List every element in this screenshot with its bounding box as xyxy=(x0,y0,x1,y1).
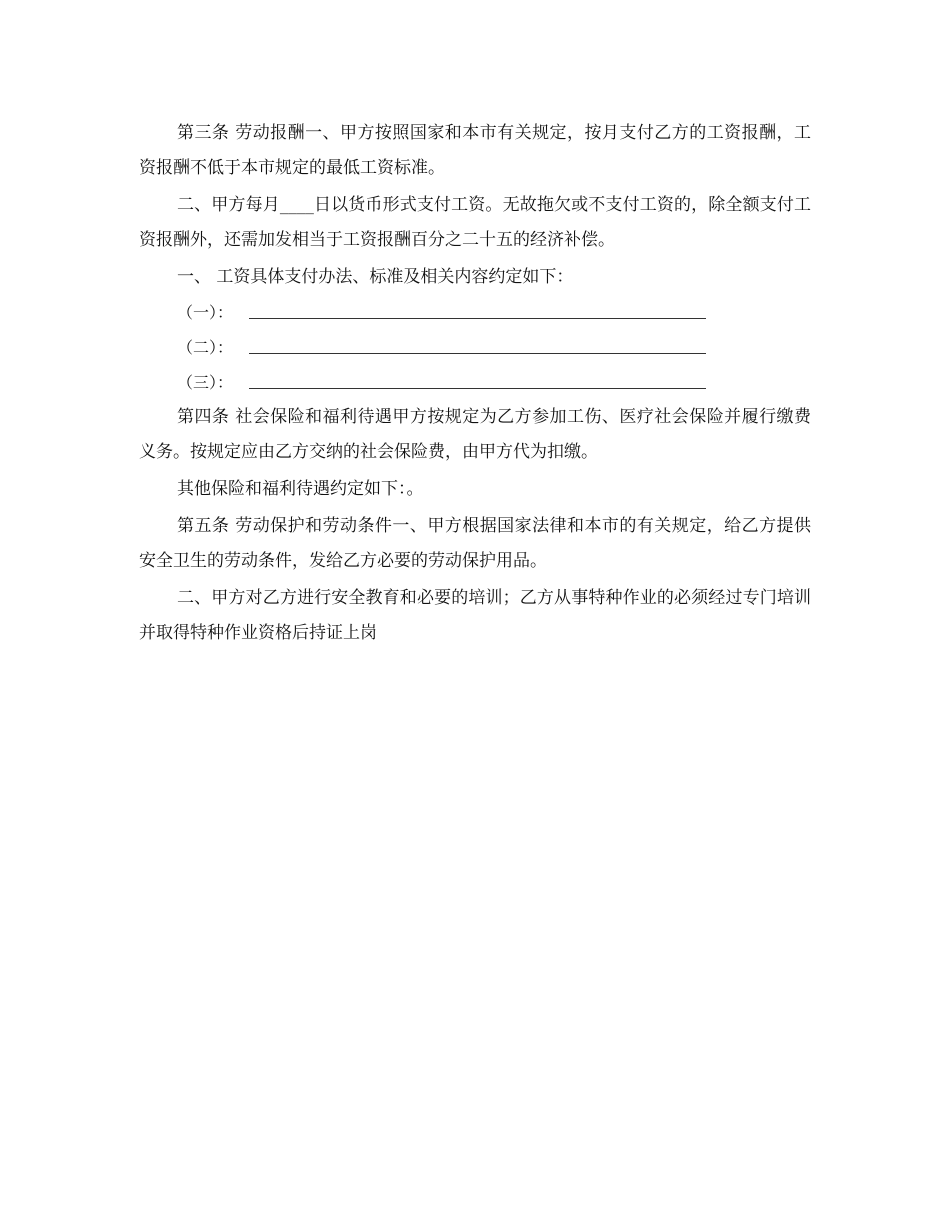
blank-item-3 xyxy=(139,365,811,400)
other-insurance-paragraph: 其他保险和福利待遇约定如下：。 xyxy=(177,479,424,499)
fill-in-line xyxy=(249,388,706,389)
blank-item-label: （一）： xyxy=(177,303,234,322)
blank-item-1 xyxy=(139,295,811,330)
article-5-paragraph: 第五条 劳动保护和劳动条件一、甲方根据国家法律和本市的有关规定，给乙方提供安全卫生的劳动条件，发给乙方必要的劳动保护用品。 xyxy=(139,516,811,571)
article-3-paragraph: 第三条 劳动报酬一、甲方按照国家和本市有关规定，按月支付乙方的工资报酬，工资报酬不低于本市规定的最低工资标准。 xyxy=(139,123,811,178)
document-body xyxy=(139,116,811,651)
article-4-paragraph: 第四条 社会保险和福利待遇甲方按规定为乙方参加工伤、医疗社会保险并履行缴费义务。按规定应由乙方交纳的社会保险费，由甲方代为扣缴。 xyxy=(139,407,811,462)
blank-item-2 xyxy=(139,330,811,365)
fill-in-line xyxy=(249,318,706,319)
article-5-clause-2-paragraph: 二、甲方对乙方进行安全教育和必要的培训；乙方从事特种作业的必须经过专门培训并取得特种作业资格后持证上岗 xyxy=(139,588,811,643)
fill-in-line xyxy=(249,353,706,354)
blank-item-label: （二）： xyxy=(177,338,234,357)
blank-item-label: （三）： xyxy=(177,373,234,392)
article-3-clause-2-paragraph: 二、甲方每月____日以货币形式支付工资。无故拖欠或不支付工资的，除全额支付工资报酬外，还需加发相当于工资报酬百分之二十五的经济补偿。 xyxy=(139,195,811,250)
wage-terms-intro-paragraph: 一、 工资具体支付办法、标准及相关内容约定如下： xyxy=(177,267,574,287)
